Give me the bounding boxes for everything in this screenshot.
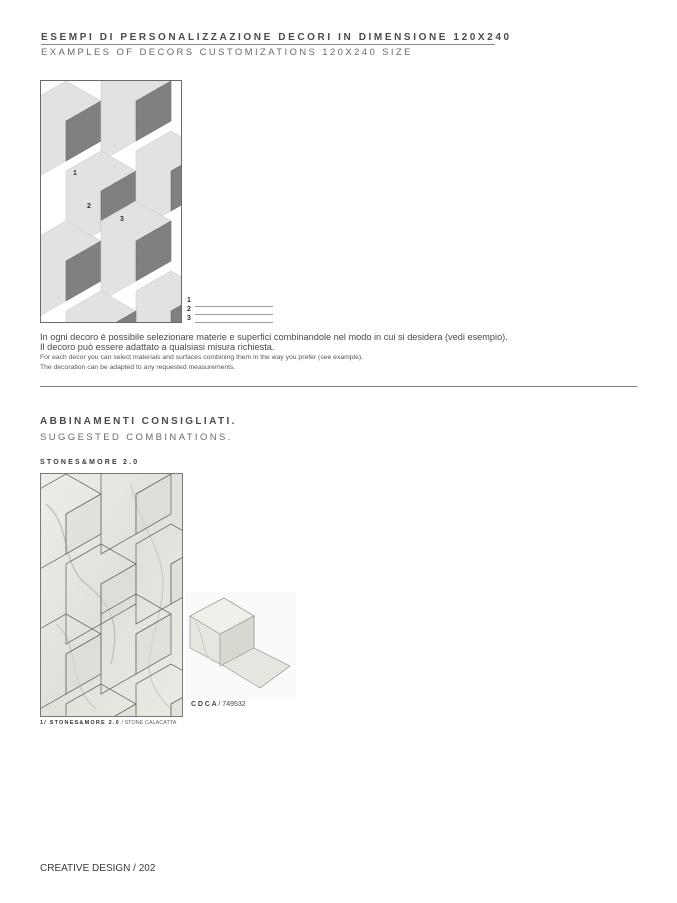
marker-3: 3 [120,216,124,223]
section-title-suggested-combinations: ABBINAMENTI CONSIGLIATI. [40,416,237,427]
section-subtitle-suggested-combinations: SUGGESTED COMBINATIONS. [40,432,233,443]
tile-code-number: / 749532 [218,701,246,708]
single-tile-graphic [186,592,296,700]
single-tile-sample [186,592,296,700]
caption-collection: 1/ STONES&MORE 2.0 [40,720,120,726]
marble-decor-panel [40,473,183,717]
description-italian-line-1: In ogni decoro è possibile selezionare materie e superfici combinandole nel modo in cui si desidera (vedi esempio). [40,332,508,342]
description-english-line-1: For each decor you can select materials and surfaces combining them in the way you prefer (see example). [40,354,364,361]
legend-number-2: 2 [187,306,191,313]
section-title-decor-customizations: ESEMPI DI PERSONALIZZAZIONE DECORI IN DIMENSIONE 120X240 [41,32,512,43]
legend-line-3 [195,322,273,323]
legend-number-3: 3 [187,315,191,322]
legend-line-1 [195,306,273,307]
marker-2: 2 [87,203,91,210]
page-footer: CREATIVE DESIGN / 202 [40,863,156,874]
description-italian [40,332,508,352]
description-italian-line-2: Il decoro può essere adattato a qualsiasi misura richiesta. [40,342,275,352]
cube-pattern-graphic [41,81,181,322]
legend-line-2 [195,314,273,315]
section-divider [40,386,637,387]
marble-cube-pattern-graphic [41,474,182,716]
collection-name: STONES&MORE 2.0 [40,459,140,466]
tile-code [191,701,246,708]
description-english-line-2: The decoration can be adapted to any requested measurements. [40,364,236,371]
tile-code-label: CDCA [191,701,219,708]
marker-1: 1 [73,170,77,177]
section-subtitle-decor-customizations: EXAMPLES OF DECORS CUSTOMIZATIONS 120X240 SIZE [41,47,413,58]
decor-customization-panel [40,80,182,323]
panel-caption [40,720,176,726]
description-english [40,353,363,373]
title-underline [41,44,495,45]
legend-number-1: 1 [187,297,191,304]
caption-material: / STONE CALACATTA [119,720,177,726]
